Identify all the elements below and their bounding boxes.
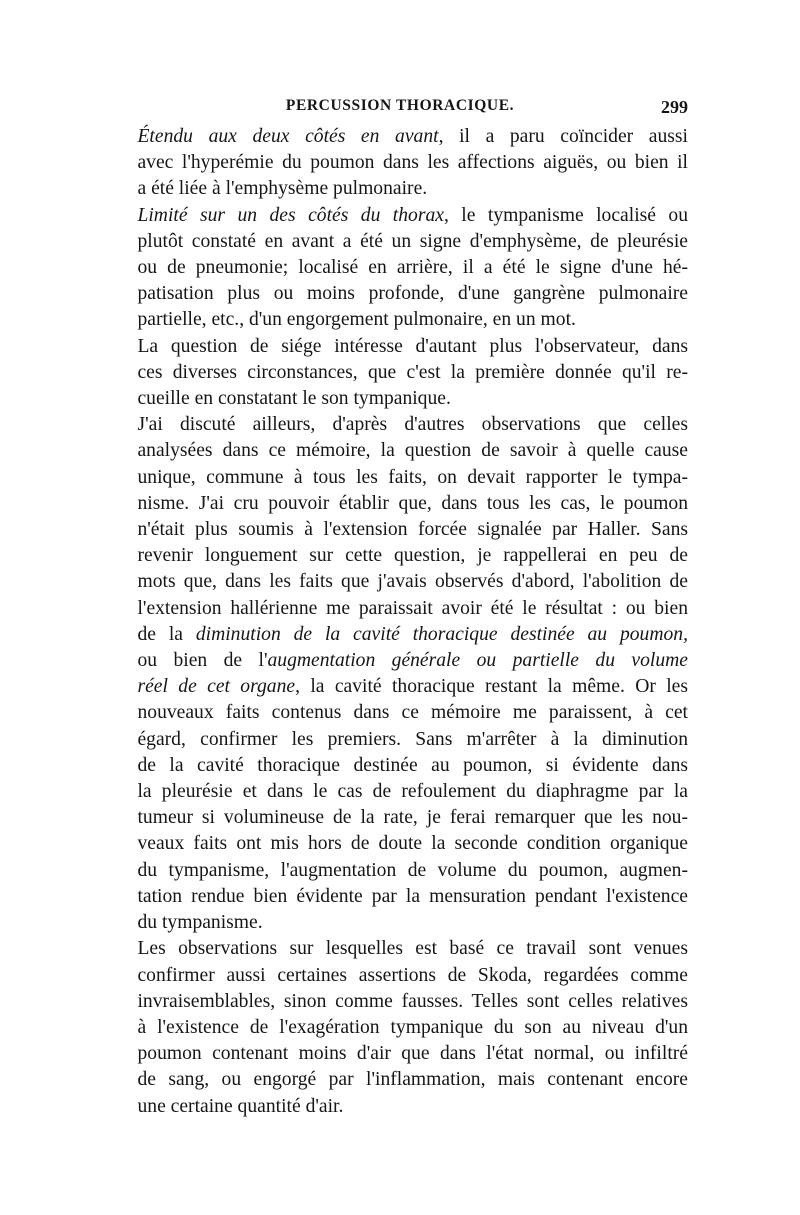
text-line [112, 622, 688, 648]
text-line [112, 150, 688, 176]
text-run: , le tympanisme localisé ou [443, 204, 688, 226]
text-run: nouveaux faits contenus dans ce mémoire me paraissent, à cet [137, 702, 688, 724]
text-run: Les observations sur lesquelles est basé ce travail sont venues [137, 938, 688, 960]
body-text [112, 124, 688, 1120]
text-run: égard, confirmer les premiers. Sans m'arrêter à la diminution [137, 728, 688, 750]
paragraph [112, 334, 688, 413]
text-line [112, 438, 688, 464]
page-header [112, 97, 688, 121]
text-line [112, 176, 688, 202]
text-run: de la [137, 623, 196, 645]
running-title: PERCUSSION THORACIQUE. [285, 97, 515, 114]
text-run: à l'existence de l'exagération tympanique du son au niveau d'un [137, 1016, 688, 1038]
text-line [112, 989, 688, 1015]
text-run: tation rendue bien évidente par la mensuration pendant l'existence [137, 885, 688, 907]
text-line [112, 307, 688, 333]
text-line [112, 386, 688, 412]
italic-run: Étendu aux deux côtés en avant [137, 126, 439, 147]
text-run: cueille en constatant le son tympanique. [137, 388, 451, 410]
page-number: 299 [661, 97, 688, 117]
text-run: confirmer aussi certaines assertions de Skoda, regardées comme [137, 964, 688, 986]
text-run: mots que, dans les faits que j'avais observés d'abord, l'abolition de [137, 571, 688, 593]
text-run: , il a paru coïncider aussi [438, 126, 688, 147]
text-line [112, 648, 688, 674]
text-line [112, 491, 688, 517]
paragraph [112, 203, 688, 334]
text-run: ces diverses circonstances, que c'est la première donnée qu'il re- [137, 361, 688, 383]
text-run: invraisemblables, sinon comme fausses. Telles sont celles relatives [137, 990, 688, 1012]
text-run: tumeur si volumineuse de la rate, je ferai remarquer que les nou- [137, 807, 688, 829]
text-run: J'ai discuté ailleurs, d'après d'autres observations que celles [137, 414, 688, 436]
text-line [112, 910, 688, 936]
text-run: unique, commune à tous les faits, on devait rapporter le tympa- [137, 466, 688, 488]
text-run: revenir longuement sur cette question, je rappellerai en peu de [137, 545, 688, 567]
text-line [112, 779, 688, 805]
text-run: de sang, ou engorgé par l'inflammation, mais contenant encore [137, 1069, 688, 1091]
italic-run: diminution de la cavité thoracique destinée au poumon, [195, 623, 688, 645]
text-line [112, 674, 688, 700]
text-line [112, 334, 688, 360]
text-line [112, 124, 688, 150]
text-run: partielle, etc., d'un engorgement pulmonaire, en un mot. [137, 309, 576, 331]
paragraph [112, 124, 688, 203]
text-run: analysées dans ce mémoire, la question de savoir à quelle cause [137, 440, 688, 462]
text-run: du tympanisme, l'augmentation de volume du poumon, augmen- [137, 859, 688, 881]
text-line [112, 1067, 688, 1093]
paragraph [112, 936, 688, 1119]
text-run: nisme. J'ai cru pouvoir établir que, dans tous les cas, le poumon [137, 492, 688, 514]
text-run: la pleurésie et dans le cas de refoulement du diaphragme par la [137, 781, 688, 803]
text-line [112, 700, 688, 726]
text-run: de la cavité thoracique destinée au poumon, si évidente dans [137, 754, 688, 776]
text-line [112, 203, 688, 229]
text-line [112, 1015, 688, 1041]
text-line [112, 963, 688, 989]
text-run: poumon contenant moins d'air que dans l'état normal, ou infiltré [137, 1043, 688, 1065]
text-line [112, 360, 688, 386]
text-line [112, 543, 688, 569]
text-run: ou bien de l' [137, 650, 268, 672]
text-line [112, 569, 688, 595]
italic-run: Limité sur un des côtés du thorax [137, 204, 444, 226]
text-run: plutôt constaté en avant a été un signe d'emphysème, de pleurésie [137, 230, 688, 252]
text-run: avec l'hyperémie du poumon dans les affections aiguës, ou bien il [137, 152, 688, 174]
text-run: ou de pneumonie; localisé en arrière, il a été le signe d'une hé- [137, 257, 688, 279]
text-line [112, 805, 688, 831]
paragraph [112, 412, 688, 936]
text-run: n'était plus soumis à l'extension forcée signalée par Haller. Sans [137, 519, 688, 541]
text-line [112, 412, 688, 438]
text-run: , la cavité thoracique restant la même. Or les [295, 676, 688, 698]
text-line [112, 936, 688, 962]
text-run: veaux faits ont mis hors de doute la seconde condition organique [137, 833, 688, 855]
text-line [112, 281, 688, 307]
text-line [112, 517, 688, 543]
text-line [112, 229, 688, 255]
italic-run: réel de cet organe [137, 676, 296, 698]
text-line [112, 831, 688, 857]
text-line [112, 596, 688, 622]
text-line [112, 1094, 688, 1120]
text-line [112, 1041, 688, 1067]
text-run: l'extension hallérienne me paraissait avoir été le résultat : ou bien [137, 597, 688, 619]
text-line [112, 858, 688, 884]
text-run: une certaine quantité d'air. [137, 1095, 344, 1117]
italic-run: augmentation générale ou partielle du volume [267, 650, 688, 672]
text-run: La question de siége intéresse d'autant plus l'observateur, dans [137, 335, 688, 357]
text-run: a été liée à l'emphysème pulmonaire. [137, 178, 428, 200]
text-line [112, 255, 688, 281]
text-run: patisation plus ou moins profonde, d'une gangrène pulmonaire [137, 283, 688, 305]
text-line [112, 753, 688, 779]
text-line [112, 884, 688, 910]
text-line [112, 727, 688, 753]
text-line [112, 465, 688, 491]
text-run: du tympanisme. [137, 912, 263, 934]
